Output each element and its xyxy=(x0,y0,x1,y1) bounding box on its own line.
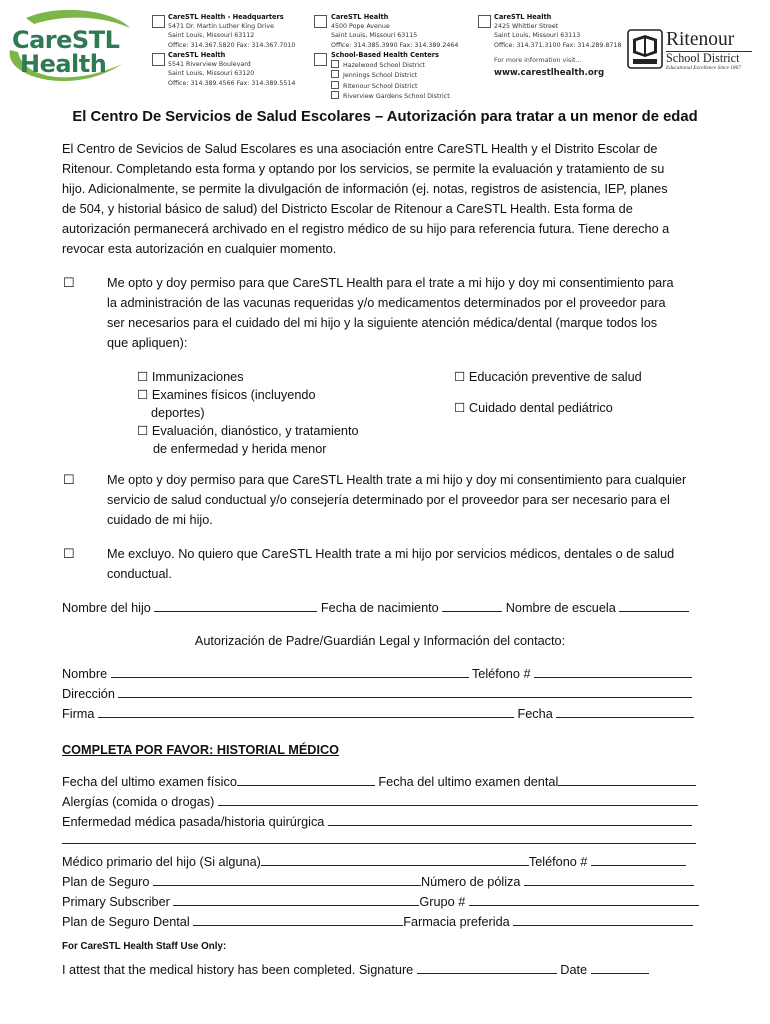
intro-line: El Centro de Sevicios de Salud Escolares es una asociación entre CareSTL Health y el Distrito Escolar de xyxy=(62,142,658,156)
option-line: la administración de las vacunas requeridas y/o medicamentos determinados por el proveedor para xyxy=(107,296,666,311)
guardian-signature-field[interactable] xyxy=(98,705,514,718)
pharmacy-label: Farmacia preferida xyxy=(403,915,510,929)
ritenour-subtitle: School District xyxy=(666,51,740,65)
service-label: Immunizaciones xyxy=(151,370,244,384)
option-line: cuidado de mi hijo. xyxy=(107,513,213,528)
school-checkbox[interactable] xyxy=(331,70,339,78)
option-1-checkbox[interactable]: ☐ xyxy=(63,275,75,290)
school-name-label: Nombre de escuela xyxy=(505,601,616,615)
more-info-text: For more information visit... xyxy=(494,57,582,64)
dental-plan-label: Plan de Seguro Dental xyxy=(62,915,190,929)
option-1-text xyxy=(107,273,674,353)
location-pope xyxy=(331,13,458,50)
allergies-row xyxy=(62,792,698,812)
service-checkbox[interactable]: ☐ xyxy=(454,401,466,415)
service-label: Evaluación, dianóstico, y tratamiento xyxy=(151,424,359,438)
guardian-name-field[interactable] xyxy=(111,665,469,678)
location-riverview xyxy=(168,51,295,88)
service-label: Cuidado dental pediátrico xyxy=(468,401,613,415)
guardian-date-label: Fecha xyxy=(517,707,553,721)
staff-date-field[interactable] xyxy=(591,961,649,974)
ritenour-tagline: Educational Excellence Since 1867 xyxy=(666,65,741,71)
logo-line-2: Health xyxy=(20,50,107,78)
carestl-logo xyxy=(4,8,136,88)
service-checkbox[interactable]: ☐ xyxy=(137,424,149,438)
child-dob-field[interactable] xyxy=(442,599,502,612)
service-physical-exams[interactable] xyxy=(137,386,316,404)
service-physical-exams-cont: deportes) xyxy=(151,406,205,420)
allergies-field[interactable] xyxy=(218,793,698,806)
page-title: El Centro De Servicios de Salud Escolares – Autorización para tratar a un menor de edad xyxy=(72,109,698,125)
location-phone: Office: 314.385.3990 Fax: 314.389.2464 xyxy=(331,41,459,49)
location-name: CareSTL Health xyxy=(494,13,552,21)
doctor-row xyxy=(62,852,686,872)
dental-exam-field[interactable] xyxy=(558,773,696,786)
intro-line: revocar esta autorización en cualquier momento. xyxy=(62,242,337,257)
subscriber-row xyxy=(62,892,699,912)
allergies-label: Alergías (comida o drogas) xyxy=(62,795,215,809)
insurance-field[interactable] xyxy=(153,873,421,886)
location-pope-checkbox[interactable] xyxy=(314,15,327,28)
service-immunizations[interactable] xyxy=(137,368,244,386)
website-link[interactable]: www.carestlhealth.org xyxy=(494,68,605,78)
guardian-date-field[interactable] xyxy=(556,705,694,718)
insurance-row xyxy=(62,872,694,892)
child-name-label: Nombre del hijo xyxy=(62,601,151,615)
past-illness-label: Enfermedad médica pasada/historia quirúrgica xyxy=(62,815,325,829)
school-centers-checkbox[interactable] xyxy=(314,53,327,66)
past-illness-field[interactable] xyxy=(328,813,692,826)
school-item: Riverview Gardens School District xyxy=(343,92,450,100)
staff-attest-label: I attest that the medical history has been completed. Signature xyxy=(62,963,414,977)
option-line: Me opto y doy permiso para que CareSTL Health para el trate a mi hijo y doy mi consentimiento para xyxy=(107,276,674,290)
service-preventive[interactable] xyxy=(454,368,642,386)
dental-plan-field[interactable] xyxy=(193,913,403,926)
physical-exam-label: Fecha del ultimo examen físico xyxy=(62,775,237,789)
intro-line: Ritenour. Completando esta forma y optando por los servicios, se permite la evaluación y tratamiento de su xyxy=(62,162,665,177)
option-line: servicio de salud conductual y/o consejería determinado por el proveedor para ser necesario para el xyxy=(107,493,670,508)
location-hq xyxy=(168,13,295,50)
option-line: ser necesarios para el cuidado del mi hijo y la siguiente atención médica/dental (marque todos los xyxy=(107,316,658,331)
location-whittier xyxy=(494,13,621,50)
past-illness-extra-line[interactable] xyxy=(62,843,696,844)
guardian-name-label: Nombre xyxy=(62,667,108,681)
school-checkbox[interactable] xyxy=(331,81,339,89)
location-phone: Office: 314.371.3100 Fax: 314.289.8718 xyxy=(494,41,622,49)
service-evaluation-cont: de enfermedad y herida menor xyxy=(153,442,327,456)
staff-date-label: Date xyxy=(560,963,588,977)
location-phone: Office: 314.367.5820 Fax: 314.367.7010 xyxy=(168,41,296,49)
location-address: 5471 Dr. Martin Luther King Drive xyxy=(168,23,274,31)
staff-attest-row xyxy=(62,960,649,980)
service-checkbox[interactable]: ☐ xyxy=(137,388,149,402)
school-name-field[interactable] xyxy=(619,599,689,612)
insurance-label: Plan de Seguro xyxy=(62,875,150,889)
ritenour-crest-icon xyxy=(627,29,663,69)
intro-line: hijo. Adicionalmente, se permite la divulgación de información (ej. notas, registros de asistencia, IEP, planes xyxy=(62,182,668,197)
intro-paragraph xyxy=(62,139,669,260)
exam-dates-row xyxy=(62,772,696,792)
service-evaluation[interactable] xyxy=(137,422,359,440)
logo-line-1: CareSTL xyxy=(12,26,120,54)
guardian-name-row xyxy=(62,664,692,684)
doctor-phone-label: Teléfono # xyxy=(528,855,588,869)
child-name-field[interactable] xyxy=(154,599,317,612)
school-checkbox[interactable] xyxy=(331,91,339,99)
school-item: Jennings School District xyxy=(343,72,418,80)
option-line: que apliquen): xyxy=(107,336,188,351)
guardian-phone-label: Teléfono # xyxy=(471,667,531,681)
child-info-row xyxy=(62,598,689,618)
school-item: Hazelwood School District xyxy=(343,62,425,70)
location-hq-checkbox[interactable] xyxy=(152,15,165,28)
location-address: 5541 Riverview Boulevard xyxy=(168,61,251,69)
guardian-address-field[interactable] xyxy=(118,685,692,698)
location-city: Saint Louis, Missouri 63113 xyxy=(494,32,581,40)
option-2-text xyxy=(107,470,686,530)
policy-field[interactable] xyxy=(524,873,694,886)
group-field[interactable] xyxy=(469,893,699,906)
school-checkbox[interactable] xyxy=(331,60,339,68)
intro-line: autorización permanecerá archivado en el registro médico de su hijo para referencia futura. Tiene derecho a xyxy=(62,222,670,237)
guardian-signature-row xyxy=(62,704,694,724)
option-3-checkbox[interactable]: ☐ xyxy=(63,546,75,561)
school-item: Ritenour School District xyxy=(343,82,418,90)
location-city: Saint Louis, Missouri 63115 xyxy=(331,32,418,40)
ritenour-title: Ritenour xyxy=(666,29,735,50)
service-label: Examines físicos (incluyendo xyxy=(151,388,316,402)
physical-exam-field[interactable] xyxy=(237,773,375,786)
school-centers-title: School-Based Health Centers xyxy=(331,51,439,59)
option-line: Me opto y doy permiso para que CareSTL Health trate a mi hijo y doy mi consentimiento para cualquier xyxy=(107,473,687,487)
dental-exam-label: Fecha del ultimo examen dental xyxy=(378,775,559,789)
doctor-field[interactable] xyxy=(261,853,529,866)
service-checkbox[interactable]: ☐ xyxy=(454,370,466,384)
guardian-signature-label: Firma xyxy=(62,707,95,721)
service-dental[interactable] xyxy=(454,399,613,417)
location-city: Saint Louis, Missouri 63112 xyxy=(168,32,255,40)
option-line: conductual. xyxy=(107,567,172,582)
location-name: CareSTL Health xyxy=(331,13,389,21)
subscriber-label: Primary Subscriber xyxy=(62,895,170,909)
pharmacy-field[interactable] xyxy=(513,913,693,926)
medical-history-heading: COMPLETA POR FAVOR: HISTORIAL MÉDICO xyxy=(62,743,340,757)
subscriber-field[interactable] xyxy=(173,893,419,906)
location-address: 4500 Pope Avenue xyxy=(331,23,390,31)
school-centers xyxy=(331,51,450,101)
service-label: Educación preventive de salud xyxy=(468,370,642,384)
doctor-label: Médico primario del hijo (Si alguna) xyxy=(62,855,261,869)
staff-heading: For CareSTL Health Staff Use Only: xyxy=(62,941,227,952)
guardian-address-row xyxy=(62,684,692,704)
guardian-heading: Autorización de Padre/Guardián Legal y Información del contacto: xyxy=(194,634,566,648)
service-checkbox[interactable]: ☐ xyxy=(137,370,149,384)
past-illness-row xyxy=(62,812,692,832)
option-3-text xyxy=(107,544,674,584)
policy-label: Número de póliza xyxy=(421,875,521,889)
logo-text xyxy=(12,28,119,76)
option-line: Me excluyo. No quiero que CareSTL Health trate a mi hijo por servicios médicos, dentales o de salud xyxy=(107,547,675,561)
location-whittier-checkbox[interactable] xyxy=(478,15,491,28)
location-name: CareSTL Health xyxy=(168,51,226,59)
guardian-phone-field[interactable] xyxy=(534,665,692,678)
location-riverview-checkbox[interactable] xyxy=(152,53,165,66)
child-dob-label: Fecha de nacimiento xyxy=(320,601,439,615)
guardian-address-label: Dirección xyxy=(62,687,115,701)
location-phone: Office: 314.389.4566 Fax: 314.389.5514 xyxy=(168,79,296,87)
intro-line: de 504, y historial básico de salud) del Districto Escolar de Ritenour a CareSTL Health. Esta forma de xyxy=(62,202,633,217)
location-name: CareSTL Health - Headquarters xyxy=(168,13,284,21)
location-address: 2425 Whittier Street xyxy=(494,23,559,31)
location-city: Saint Louis, Missouri 63120 xyxy=(168,70,255,78)
group-label: Grupo # xyxy=(419,895,466,909)
dental-plan-row xyxy=(62,912,693,932)
doctor-phone-field[interactable] xyxy=(591,853,686,866)
staff-signature-field[interactable] xyxy=(417,961,557,974)
option-2-checkbox[interactable]: ☐ xyxy=(63,472,75,487)
